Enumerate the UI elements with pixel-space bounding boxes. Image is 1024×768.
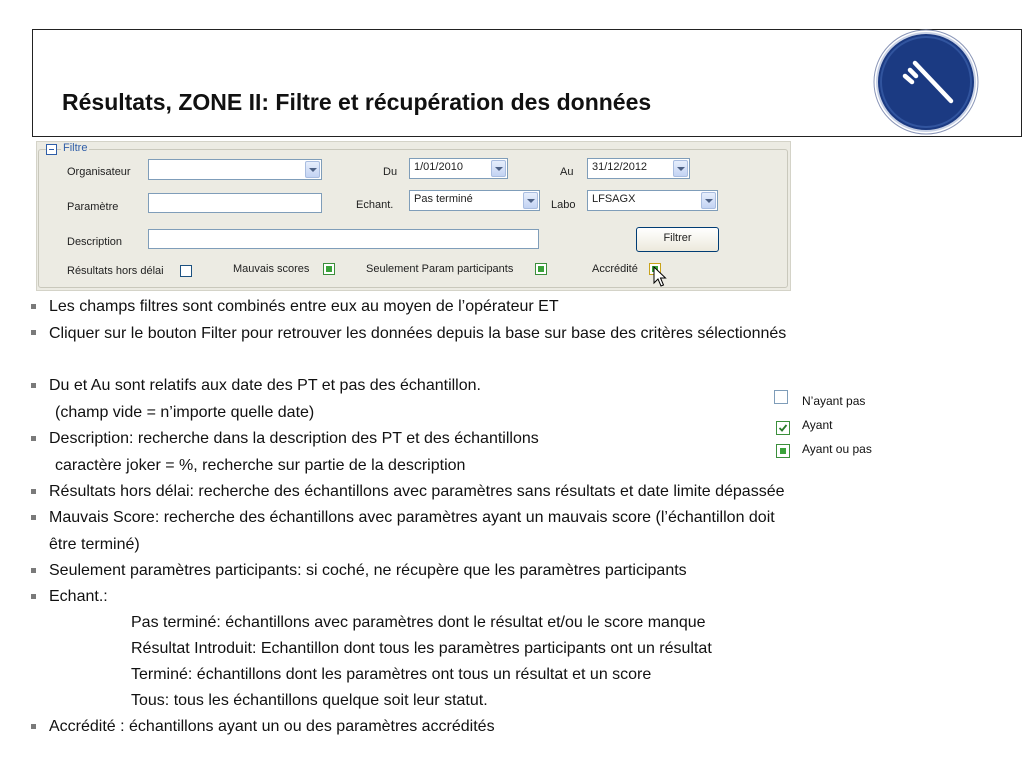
legend-label: Ayant ou pas [802, 442, 872, 456]
echant-select[interactable] [409, 190, 540, 211]
partial-fill-icon [780, 448, 786, 454]
bullet-item: Cliquer sur le bouton Filter pour retrouver les données depuis la base sur base des critères sélectionnés [49, 325, 787, 342]
du-date-select[interactable] [409, 158, 508, 179]
filtrer-button[interactable]: Filtrer [636, 227, 719, 252]
echant-option-desc: Résultat Introduit: Echantillon dont tous les paramètres participants ont un résultat [131, 640, 712, 657]
legend-checked-checkbox [776, 421, 790, 435]
labo-select[interactable] [587, 190, 718, 211]
bullet-marker [31, 330, 36, 335]
collapse-toggle[interactable] [46, 144, 57, 155]
organisateur-select[interactable] [148, 159, 322, 180]
bullet-continuation: (champ vide = n’importe quelle date) [55, 404, 315, 421]
echant-label: Echant. [356, 199, 394, 211]
bullet-marker [31, 594, 36, 599]
bullet-marker [31, 724, 36, 729]
bullet-item: Les champs filtres sont combinés entre eux au moyen de l’opérateur ET [49, 298, 559, 315]
echant-option-desc: Pas terminé: échantillons avec paramètres dont le résultat et/ou le score manque [131, 614, 706, 631]
bullet-marker [31, 436, 36, 441]
au-date-select[interactable] [587, 158, 690, 179]
bullet-item: Echant.: [49, 588, 108, 605]
bullet-item: Du et Au sont relatifs aux date des PT et pas des échantillon. [49, 377, 481, 394]
filter-legend: Filtre [63, 142, 88, 154]
resultats-hors-delai-label: Résultats hors délai [67, 265, 164, 277]
page-title: Résultats, ZONE II: Filtre et récupération des données [62, 89, 652, 115]
logo [872, 28, 980, 136]
bullet-item: Mauvais Score: recherche des échantillons avec paramètres ayant un mauvais score (l’échantillon doit [49, 509, 775, 526]
accredite-label: Accrédité [592, 263, 638, 275]
chevron-down-icon[interactable] [491, 160, 506, 177]
echant-value: Pas terminé [414, 193, 473, 205]
description-input[interactable] [148, 229, 539, 249]
legend-label: N’ayant pas [802, 394, 866, 408]
legend-empty-checkbox [774, 390, 788, 404]
du-value: 1/01/2010 [414, 161, 463, 173]
du-label: Du [383, 166, 398, 178]
description-label: Description [67, 236, 123, 248]
checkmark-icon [777, 422, 789, 434]
bullet-marker [31, 568, 36, 573]
bullet-item: Résultats hors délai: recherche des échantillons avec paramètres sans résultats et date limite dépassée [49, 483, 785, 500]
au-label: Au [560, 166, 574, 178]
bullet-marker [31, 515, 36, 520]
resultats-hors-delai-checkbox[interactable] [180, 265, 192, 277]
bullet-continuation: être terminé) [49, 536, 140, 553]
bullet-continuation: caractère joker = %, recherche sur partie de la description [55, 457, 466, 474]
mauvais-scores-checkbox[interactable] [323, 263, 335, 275]
bullet-item: Accrédité : échantillons ayant un ou des paramètres accrédités [49, 718, 495, 735]
legend-partial-checkbox [776, 444, 790, 458]
bullet-marker [31, 383, 36, 388]
mauvais-scores-label: Mauvais scores [233, 263, 310, 275]
seulement-param-label: Seulement Param participants [366, 263, 514, 275]
bullet-marker [31, 489, 36, 494]
mouse-cursor-icon [653, 266, 667, 288]
parametre-label: Paramètre [67, 201, 119, 213]
legend-label: Ayant [802, 418, 833, 432]
bullet-marker [31, 304, 36, 309]
parametre-input[interactable] [148, 193, 322, 213]
echant-option-desc: Tous: tous les échantillons quelque soit leur statut. [131, 692, 488, 709]
labo-label: Labo [551, 199, 576, 211]
labo-value: LFSAGX [592, 193, 636, 205]
chevron-down-icon[interactable] [673, 160, 688, 177]
chevron-down-icon[interactable] [305, 161, 320, 178]
bullet-item: Seulement paramètres participants: si coché, ne récupère que les paramètres participants [49, 562, 687, 579]
bullet-item: Description: recherche dans la description des PT et des échantillons [49, 430, 539, 447]
organisateur-label: Organisateur [67, 166, 131, 178]
chevron-down-icon[interactable] [701, 192, 716, 209]
chevron-down-icon[interactable] [523, 192, 538, 209]
seulement-param-checkbox[interactable] [535, 263, 547, 275]
au-value: 31/12/2012 [592, 161, 648, 173]
echant-option-desc: Terminé: échantillons dont les paramètres ont tous un résultat et un score [131, 666, 652, 683]
